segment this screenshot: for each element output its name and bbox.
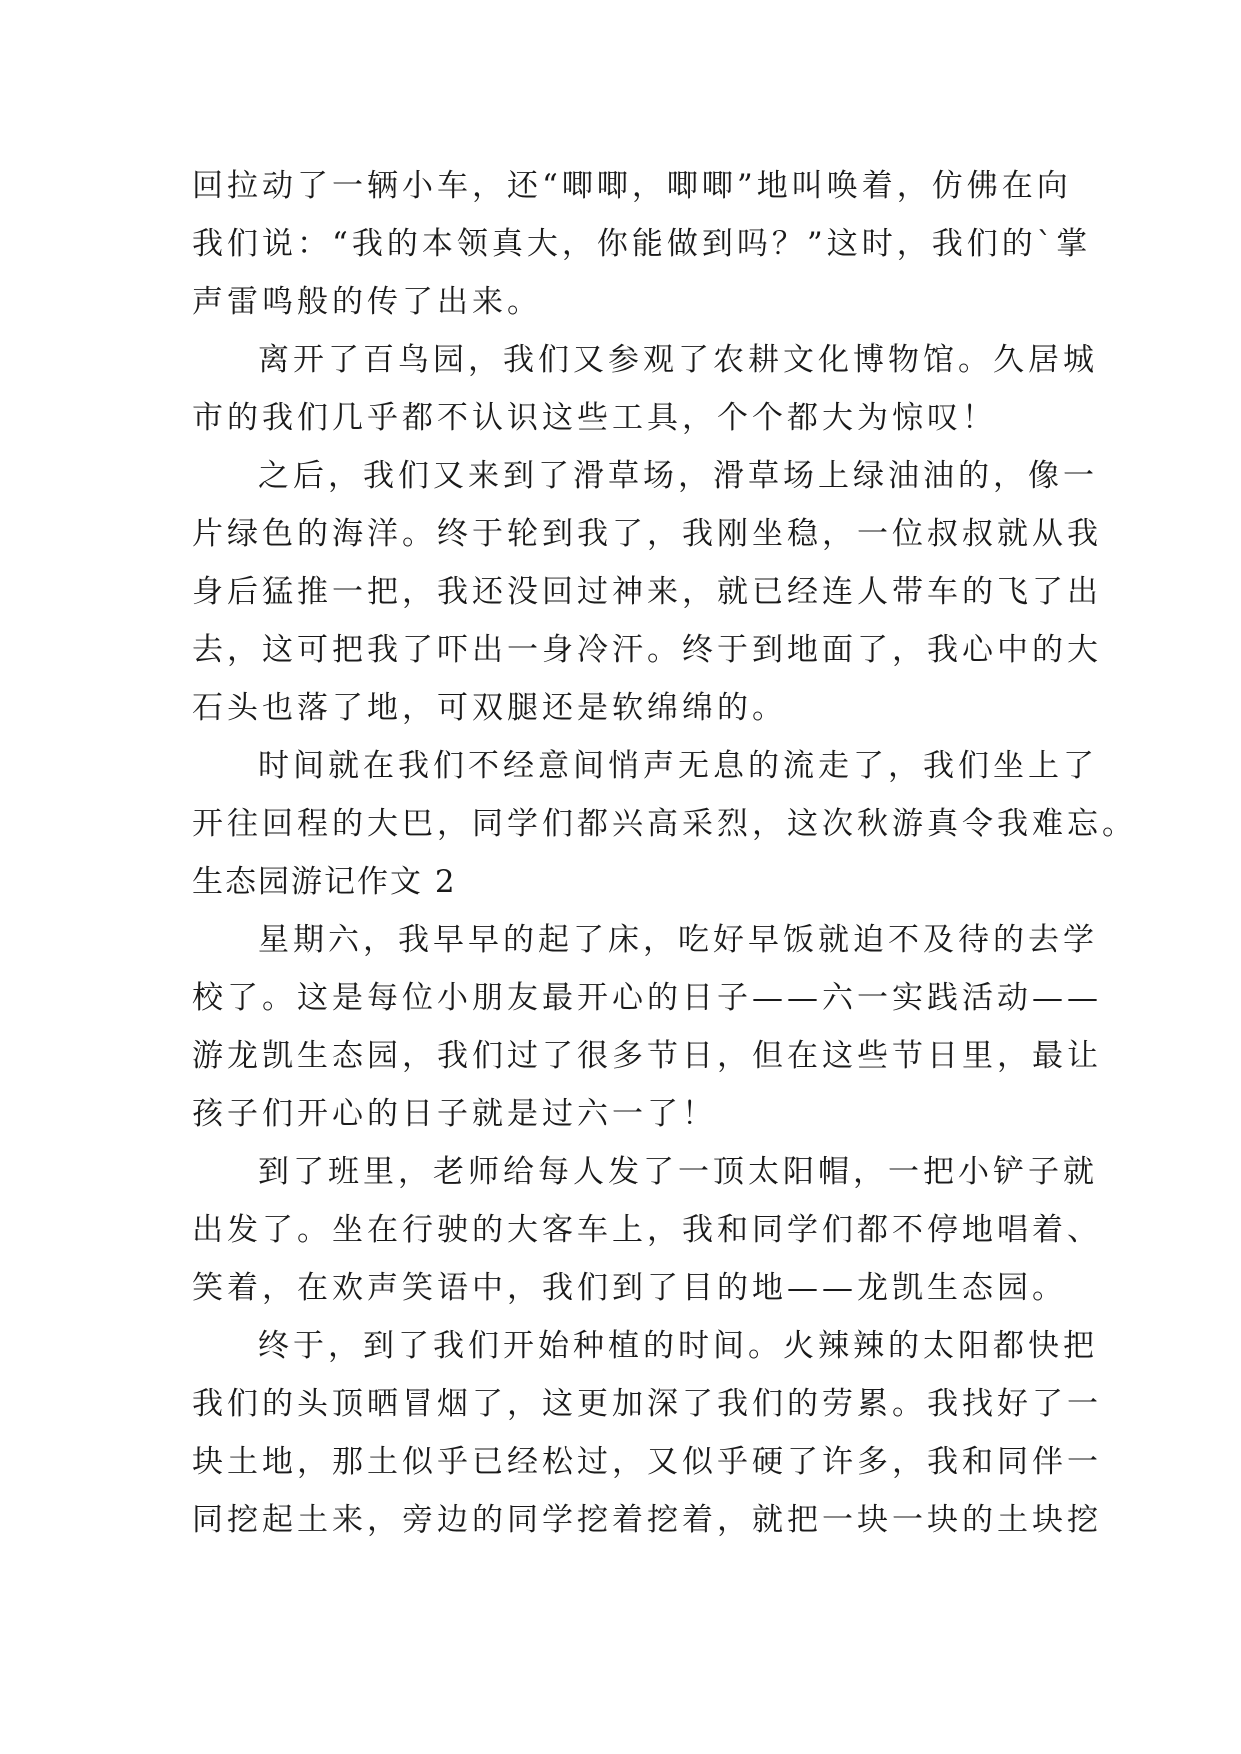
paragraph-first-line: 星期六，我早早的起了床，吃好早饭就迫不及待的去学 <box>258 922 1098 958</box>
paragraph-first-line: 到了班里，老师给每人发了一顶太阳帽，一把小铲子就 <box>258 1154 1098 1190</box>
text-line: 笑着，在欢声笑语中，我们到了目的地——龙凯生态园。 <box>192 1270 1067 1306</box>
text-line: 校了。这是每位小朋友最开心的日子——六一实践活动—— <box>192 980 1102 1016</box>
paragraph-first-line: 之后，我们又来到了滑草场，滑草场上绿油油的，像一 <box>258 458 1098 494</box>
paragraph-first-line: 终于，到了我们开始种植的时间。火辣辣的太阳都快把 <box>258 1328 1098 1364</box>
paragraph-first-line: 离开了百鸟园，我们又参观了农耕文化博物馆。久居城 <box>258 342 1098 378</box>
text-line: 回拉动了一辆小车，还“唧唧，唧唧”地叫唤着，仿佛在向 <box>192 168 1072 204</box>
text-line: 出发了。坐在行驶的大客车上，我和同学们都不停地唱着、 <box>192 1212 1102 1248</box>
section-heading: 生态园游记作文 2 <box>192 864 457 900</box>
text-line: 声雷鸣般的传了出来。 <box>192 284 542 320</box>
text-line: 去，这可把我了吓出一身冷汗。终于到地面了，我心中的大 <box>192 632 1102 668</box>
text-line: 我们的头顶晒冒烟了，这更加深了我们的劳累。我找好了一 <box>192 1386 1102 1422</box>
essay-body <box>192 157 1137 1549</box>
text-line: 片绿色的海洋。终于轮到我了，我刚坐稳，一位叔叔就从我 <box>192 516 1102 552</box>
text-line: 块土地，那土似乎已经松过，又似乎硬了许多，我和同伴一 <box>192 1444 1102 1480</box>
text-line: 同挖起土来，旁边的同学挖着挖着，就把一块一块的土块挖 <box>192 1502 1102 1538</box>
text-line: 我们说：“我的本领真大，你能做到吗？”这时，我们的`掌 <box>192 226 1092 262</box>
text-line: 市的我们几乎都不认识这些工具，个个都大为惊叹！ <box>192 400 997 436</box>
text-line: 游龙凯生态园，我们过了很多节日，但在这些节日里，最让 <box>192 1038 1102 1074</box>
text-line: 身后猛推一把，我还没回过神来，就已经连人带车的飞了出 <box>192 574 1102 610</box>
paragraph-first-line: 时间就在我们不经意间悄声无息的流走了，我们坐上了 <box>258 748 1098 784</box>
text-line: 孩子们开心的日子就是过六一了！ <box>192 1096 717 1132</box>
text-line: 石头也落了地，可双腿还是软绵绵的。 <box>192 690 787 726</box>
text-line: 开往回程的大巴，同学们都兴高采烈，这次秋游真令我难忘。 <box>192 806 1137 842</box>
